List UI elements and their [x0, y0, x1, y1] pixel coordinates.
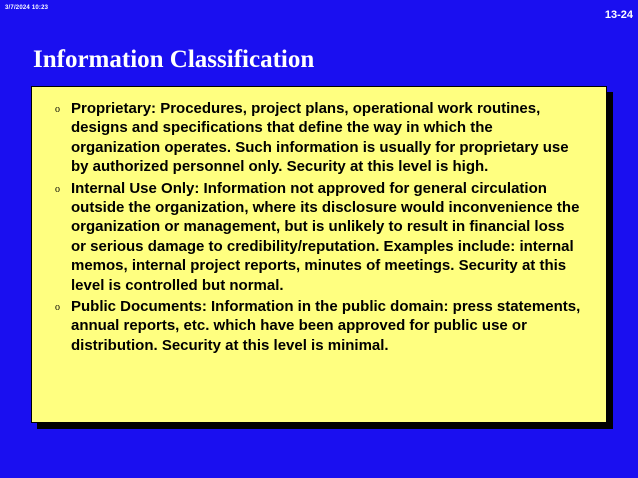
bullet-marker: o	[55, 183, 60, 195]
content-box	[31, 86, 607, 423]
bullet-item-public-documents	[52, 297, 582, 355]
slide-title: Information Classification	[33, 46, 315, 73]
slide-number: 13-24	[604, 9, 633, 21]
bullet-marker: o	[55, 302, 60, 314]
bullet-marker: o	[55, 104, 60, 115]
bullet-text: Internal Use Only: Information not approved for general circulation outside the organization, where its disclosure would inconvenience the organization or management, but is unlikely to result in financial loss or serious damage to credibility/reputation. Examples include: internal memos, internal project reports, minutes of meetings. Security at this level is controlled but normal.	[71, 179, 580, 294]
bullet-text: Proprietary: Procedures, project plans, operational work routines, designs and specifications that define the way in which the organization operates. Such information is usually for proprietary use by authorized personnel only. Security at this level is high.	[71, 100, 569, 176]
date-time-stamp: 3/7/2024 10:23	[5, 5, 49, 11]
bullet-item-internal-use	[52, 179, 582, 295]
bullet-text: Public Documents: Information in the public domain: press statements, annual reports, etc. which have been approved for public use or distribution. Security at this level is minimal.	[71, 298, 581, 354]
bullet-list	[52, 99, 582, 355]
bullet-item-proprietary	[52, 99, 582, 177]
